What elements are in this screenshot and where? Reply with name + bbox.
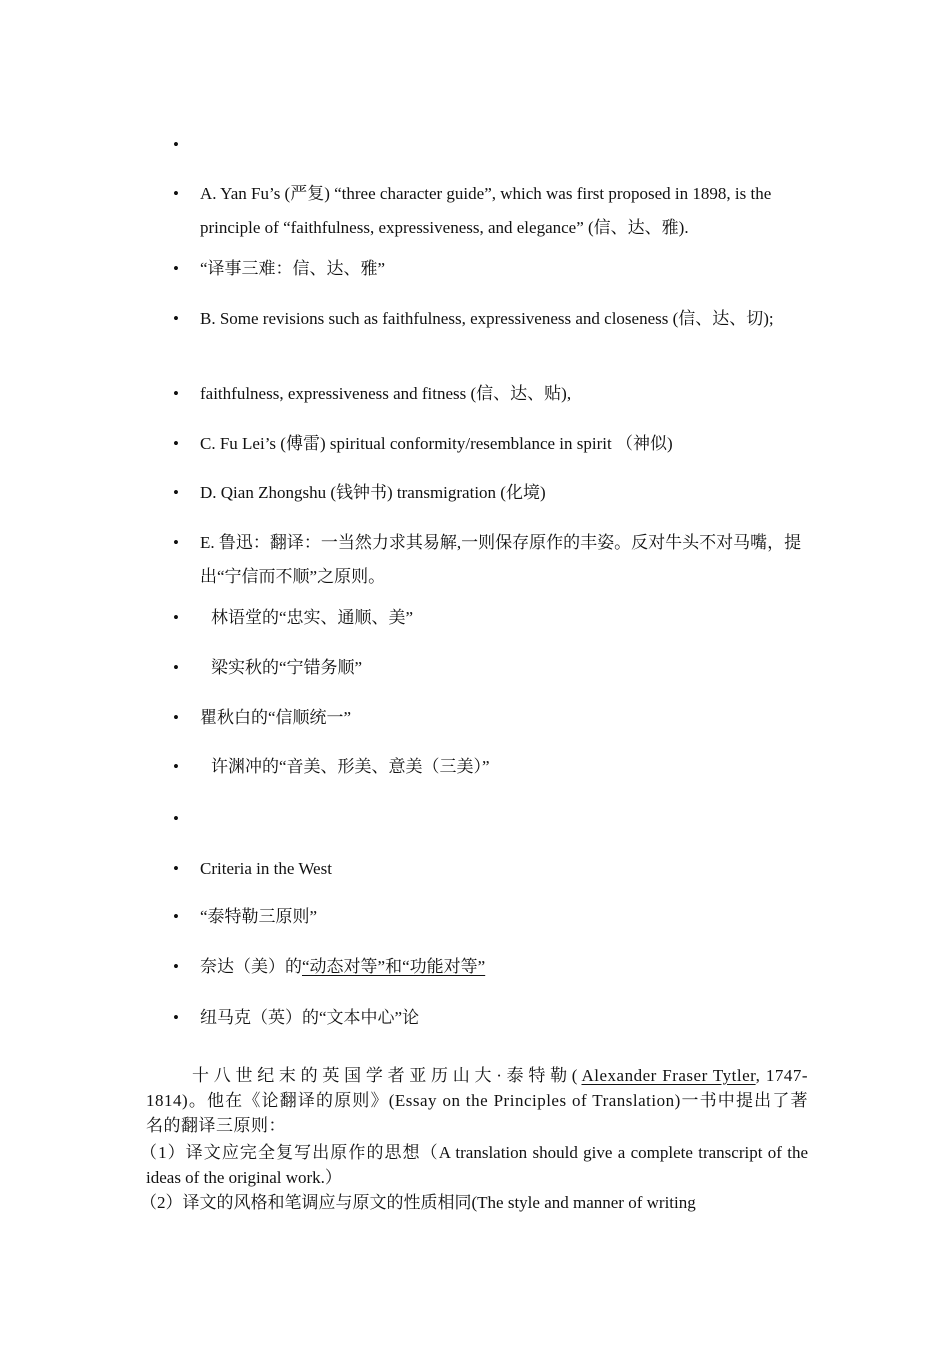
- list-item: • faithfulness, expressiveness and fitness (信、达、贴),: [200, 377, 812, 411]
- nida-prefix: 奈达（美）的: [200, 957, 302, 976]
- tytler-paragraph: [146, 1063, 808, 1138]
- list-item: • 瞿秋白的“信顺统一”: [200, 701, 812, 735]
- list-item: • Criteria in the West: [200, 852, 812, 886]
- list-item: • C. Fu Lei’s (傅雷) spiritual conformity/resemblance in spirit （神似): [200, 427, 812, 461]
- list-item: • A. Yan Fu’s (严复) “three character guide”, which was first proposed in 1898, is the principle of “faithfulness, expressiveness, and elegance” (信、达、雅).: [200, 177, 812, 245]
- para-lead: 十八世纪末的英国学者亚历山大·泰特勒(: [192, 1066, 582, 1085]
- rule-2: （2）译文的风格和笔调应与原文的性质相同(The style and manner of writing: [140, 1193, 696, 1212]
- list-item: • 林语堂的“忠实、通顺、美”: [200, 601, 823, 635]
- tytler-name: Alexander Fraser Tytler: [581, 1066, 756, 1085]
- list-item: • D. Qian Zhongshu (钱钟书) transmigration (化境): [200, 476, 812, 510]
- list-item: • 梁实秋的“宁错务顺”: [200, 651, 823, 685]
- list-item: • B. Some revisions such as faithfulness, expressiveness and closeness (信、达、切);: [200, 302, 812, 336]
- list-item: • E. 鲁迅：翻译：一当然力求其易解,一则保存原作的丰姿。反对牛头不对马嘴，提出“宁信而不顺”之原则。: [200, 526, 812, 594]
- nida-underlined: “动态对等”和“功能对等”: [302, 957, 486, 976]
- list-item-nida: [200, 950, 812, 984]
- rule-1: （1）译文应完全复写出原作的思想（A translation should give a complete transcript of the ideas of the original work.）: [140, 1143, 808, 1187]
- list-item: • 许渊冲的“音美、形美、意美（三美）”: [200, 750, 823, 784]
- list-item: • 纽马克（英）的“文本中心”论: [200, 1001, 812, 1035]
- list-item: • “译事三难：信、达、雅”: [200, 252, 812, 286]
- para-rest: , 1747-1814)。他在《论翻译的原则》(Essay on the Principles of Translation)一书中提出了著名的翻译三原则：: [146, 1066, 808, 1135]
- list-item: • “泰特勒三原则”: [200, 900, 812, 934]
